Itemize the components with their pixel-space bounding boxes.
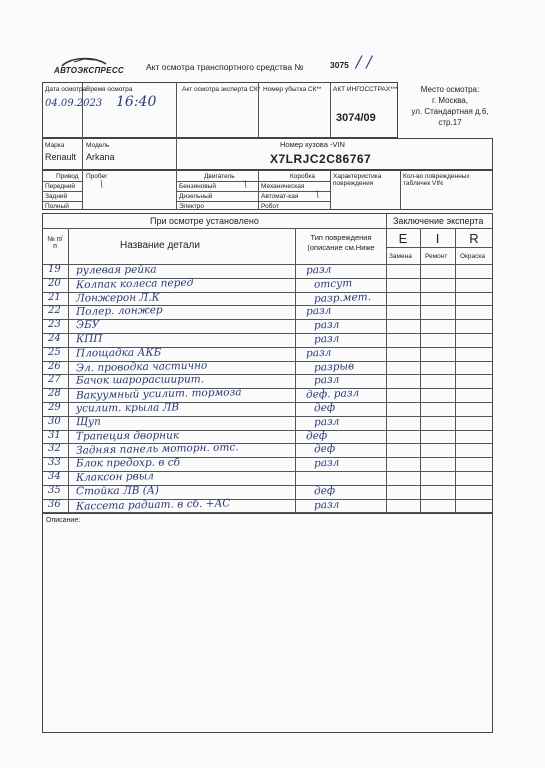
row-damage-type: разл bbox=[313, 415, 340, 429]
row-number: 22 bbox=[48, 305, 61, 317]
mileage-label: Пробег bbox=[86, 173, 108, 180]
engine-label: Двигатель bbox=[204, 173, 235, 180]
model-value: Arkana bbox=[86, 152, 115, 162]
description-box bbox=[42, 513, 493, 733]
company-logo bbox=[54, 54, 124, 78]
ingos-value: 3074/09 bbox=[336, 112, 376, 124]
col-header-repair: Ремонт bbox=[425, 253, 448, 260]
col-header-e: E bbox=[398, 231, 408, 246]
table-row bbox=[42, 496, 493, 513]
table-row bbox=[42, 278, 493, 292]
row-damage-type: деф bbox=[313, 484, 336, 498]
gearbox-option-manual: Механическая bbox=[261, 183, 305, 190]
table-row bbox=[42, 264, 493, 278]
drive-label: Привод bbox=[56, 173, 79, 180]
table-row bbox=[42, 347, 493, 361]
conclusion-title: Заключение эксперта bbox=[393, 216, 484, 226]
engine-mark: \ bbox=[244, 180, 248, 190]
row-damage-type: разл bbox=[313, 318, 340, 332]
row-part-name: Колпак колеса перед bbox=[75, 276, 194, 292]
table-row bbox=[42, 292, 493, 306]
engine-option-diesel: Дизельный bbox=[179, 193, 213, 200]
row-part-name: Щуп bbox=[75, 415, 101, 429]
table-row bbox=[42, 361, 493, 375]
col-header-i: I bbox=[435, 231, 440, 246]
row-part-name: рулевая рейка bbox=[75, 263, 157, 277]
row-damage-type: деф bbox=[305, 429, 328, 442]
row-number: 26 bbox=[48, 360, 61, 372]
row-number: 28 bbox=[48, 388, 61, 400]
table-row bbox=[42, 430, 493, 444]
drive-option-front: Передний bbox=[45, 183, 76, 190]
vin-plates-label: Кол-во поврежденных табличек VIN bbox=[403, 173, 470, 187]
row-number: 32 bbox=[48, 443, 61, 455]
row-damage-type: разл bbox=[313, 332, 340, 346]
engine-option-petrol: Бензиновый bbox=[179, 183, 217, 190]
row-damage-type: разл bbox=[305, 304, 332, 318]
date-label: Дата осмотра bbox=[45, 86, 87, 93]
row-damage-type: деф. разл bbox=[305, 387, 360, 402]
row-number: 25 bbox=[48, 346, 61, 358]
col-header-replace: Замена bbox=[389, 253, 412, 260]
table-row bbox=[42, 333, 493, 347]
table-row bbox=[42, 374, 493, 388]
place-line-2: ул. Стандартная д.6, bbox=[411, 107, 489, 116]
gearbox-option-auto: Автомат-кая bbox=[261, 193, 299, 200]
row-damage-type: разл bbox=[313, 498, 340, 512]
row-part-name: Задняя панель моторн. отс. bbox=[75, 441, 239, 458]
col-header-part: Название детали bbox=[120, 240, 200, 251]
table-row bbox=[42, 305, 493, 319]
table-row bbox=[42, 416, 493, 430]
logo-text: АВТОЭКСПРЕСС bbox=[54, 66, 124, 75]
row-number: 29 bbox=[48, 402, 61, 413]
gearbox-option-robot: Робот bbox=[261, 203, 279, 210]
row-number: 21 bbox=[48, 291, 61, 303]
row-damage-type: деф bbox=[313, 401, 336, 415]
drive-mark: \ bbox=[100, 180, 104, 190]
row-part-name: Вакуумный усилит. тормоза bbox=[75, 386, 242, 402]
row-damage-type: разл bbox=[305, 263, 332, 277]
row-damage-type: разл bbox=[313, 373, 340, 387]
act-number-slashes: / / bbox=[356, 52, 372, 71]
row-part-name: КПП bbox=[75, 332, 103, 346]
row-part-name: Лонжерон Л.К bbox=[75, 291, 160, 305]
col-header-num: № п/п bbox=[47, 236, 63, 250]
col-header-damage-type: Тип повреждения (описание см.Ниже bbox=[307, 233, 375, 252]
description-label: Описание: bbox=[46, 517, 81, 524]
row-part-name: Кассета радиат. в сб. +АС bbox=[75, 496, 231, 513]
make-value: Renault bbox=[45, 152, 77, 162]
row-damage-type: отсут bbox=[313, 277, 353, 291]
drive-option-full: Полный bbox=[45, 203, 69, 210]
gearbox-label: Коробка bbox=[290, 173, 315, 180]
row-number: 31 bbox=[48, 429, 61, 441]
row-damage-type: разл bbox=[305, 346, 332, 360]
row-damage-type: деф bbox=[313, 443, 336, 456]
vin-value: X7LRJC2C86767 bbox=[270, 152, 372, 166]
row-number: 36 bbox=[48, 498, 61, 510]
row-part-name: Трапеция дворник bbox=[75, 429, 180, 443]
row-number: 19 bbox=[48, 264, 61, 275]
table-row bbox=[42, 457, 493, 471]
inspection-place bbox=[400, 84, 500, 128]
table-row bbox=[42, 319, 493, 333]
row-number: 27 bbox=[48, 374, 61, 386]
row-damage-type: разр.мет. bbox=[313, 290, 372, 305]
row-number: 20 bbox=[48, 277, 61, 289]
place-label: Место осмотра: bbox=[420, 85, 480, 94]
model-label: Модель bbox=[86, 142, 110, 149]
act-number: 3075 bbox=[330, 60, 349, 70]
drive-option-rear: Задний bbox=[45, 193, 68, 200]
time-label: Время осмотра bbox=[86, 86, 133, 93]
row-damage-type: разл bbox=[313, 456, 340, 470]
section-title: При осмотре установлено bbox=[150, 216, 259, 226]
loss-number-label: Номер убытка СК** bbox=[263, 86, 322, 93]
expert-act-label: Акт осмотра эксперта СК* bbox=[182, 86, 261, 93]
ingos-label: АКТ ИНГОССТРАХ*** bbox=[333, 86, 398, 93]
place-line-1: г. Москва, bbox=[432, 96, 468, 105]
time-value: 16:40 bbox=[116, 94, 157, 110]
table-row bbox=[42, 443, 493, 457]
row-part-name: Площадка АКБ bbox=[75, 346, 162, 360]
table-row bbox=[42, 471, 493, 485]
row-part-name: усилит. крыла ЛВ bbox=[75, 401, 180, 415]
page-title: Акт осмотра транспортного средства № bbox=[146, 62, 304, 72]
row-number: 34 bbox=[48, 471, 61, 482]
row-part-name: Полер. лонжер bbox=[75, 304, 163, 319]
row-number: 35 bbox=[48, 484, 61, 496]
row-number: 24 bbox=[48, 333, 61, 344]
table-row bbox=[42, 402, 493, 416]
place-line-3: стр.17 bbox=[438, 118, 462, 127]
row-part-name: Стойка ЛВ (А) bbox=[75, 484, 159, 498]
row-part-name: Клаксон рвыл bbox=[75, 470, 154, 484]
row-number: 30 bbox=[48, 415, 61, 427]
row-part-name: ЭБУ bbox=[75, 319, 100, 332]
engine-option-electro: Электро bbox=[179, 203, 204, 210]
table-row bbox=[42, 485, 493, 499]
row-part-name: Блок предохр. в сб bbox=[75, 456, 181, 470]
row-part-name: Эл. проводка частично bbox=[75, 359, 208, 374]
vin-label: Номер кузова -VIN bbox=[280, 140, 345, 149]
row-part-name: Бачок шарорасширит. bbox=[75, 373, 205, 388]
col-header-r: R bbox=[469, 231, 479, 246]
damage-char-label: Характеристика повреждения bbox=[333, 173, 382, 187]
row-number: 23 bbox=[48, 319, 61, 331]
col-header-paint: Окраска bbox=[460, 253, 485, 260]
make-label: Марка bbox=[45, 142, 65, 149]
gearbox-mark: \ bbox=[316, 190, 320, 200]
date-value: 04.09.2023 bbox=[45, 98, 103, 109]
row-damage-type: разрыв bbox=[313, 359, 355, 374]
row-number: 33 bbox=[48, 457, 61, 469]
table-row bbox=[42, 388, 493, 402]
